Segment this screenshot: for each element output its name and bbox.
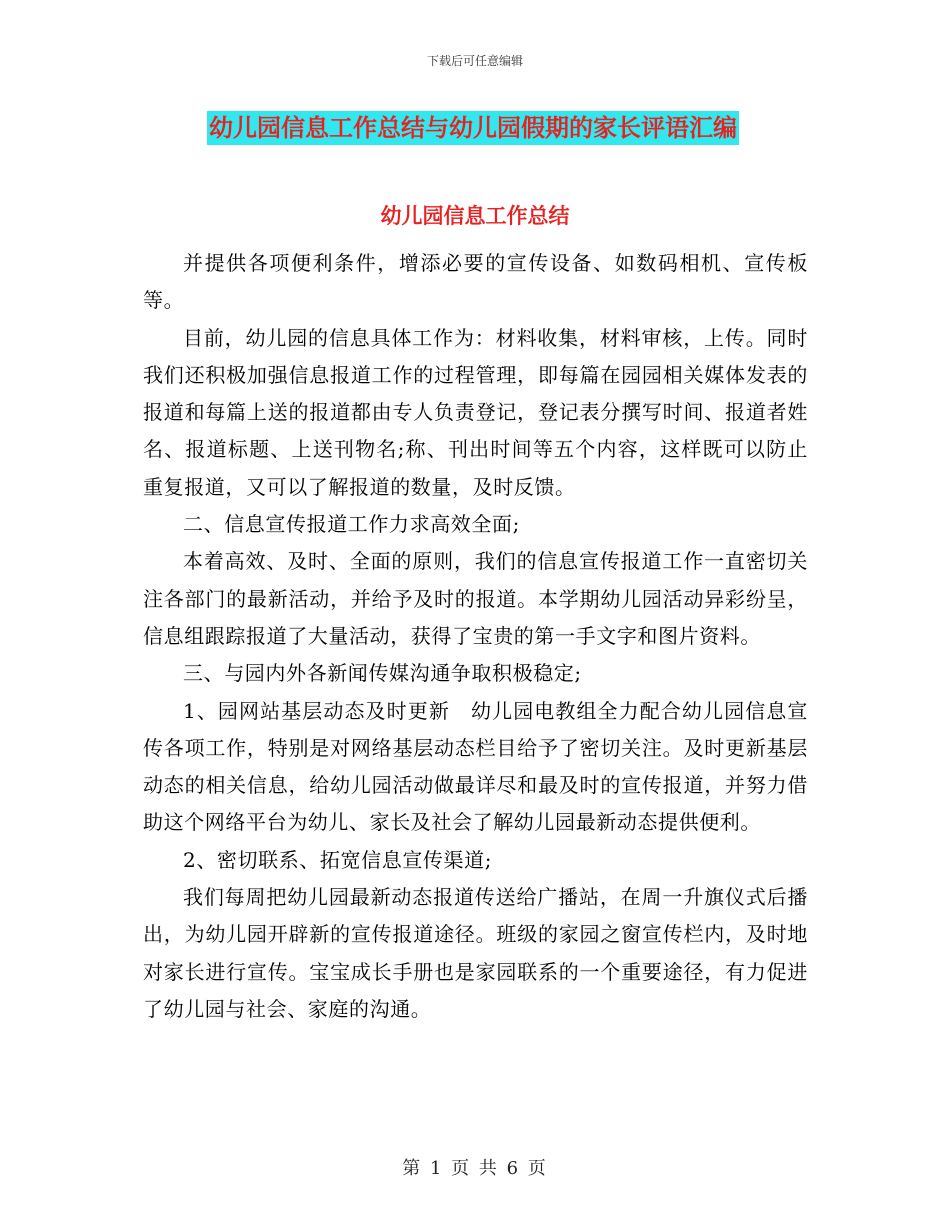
paragraph: 1、园网站基层动态及时更新 幼儿园电教组全力配合幼儿园信息宣传各项工作，特别是对网络基层动态栏目给予了密切关注。及时更新基层动态的相关信息，给幼儿园活动做最详尽和最及时的宣传报道，并努力借助这个网络平台为幼儿、家长及社会了解幼儿园最新动态提供便利。 [143, 698, 808, 835]
paragraph: 二、信息宣传报道工作力求高效全面; [183, 512, 520, 537]
paragraph: 目前，幼儿园的信息具体工作为：材料收集，材料审核，上传。同时我们还积极加强信息报道工作的过程管理，即每篇在园园相关媒体发表的报道和每篇上送的报道都由专人负责登记，登记表分撰写时间、报道者姓名、报道标题、上送刊物名;称、刊出时间等五个内容，这样既可以防止重复报道，又可以了解报道的数量，及时反馈。 [143, 325, 808, 499]
main-title-container [207, 111, 739, 145]
paragraph: 2、密切联系、拓宽信息宣传渠道; [183, 847, 493, 872]
page-number-footer: 第 1 页 共 6 页 [402, 1158, 548, 1179]
section-title: 幼儿园信息工作总结 [380, 204, 570, 228]
paragraph: 我们每周把幼儿园最新动态报道传送给广播站，在周一升旗仪式后播出，为幼儿园开辟新的宣传报道途径。班级的家园之窗宣传栏内，及时地对家长进行宣传。宝宝成长手册也是家园联系的一个重要途径，有力促进了幼儿园与社会、家庭的沟通。 [143, 885, 808, 1021]
paragraph: 三、与园内外各新闻传媒沟通争取积极稳定; [183, 661, 582, 686]
header-note: 下载后可任意编辑 [426, 54, 523, 68]
paragraph: 并提供各项便利条件，增添必要的宣传设备、如数码相机、宣传板等。 [143, 251, 808, 313]
main-title: 幼儿园信息工作总结与幼儿园假期的家长评语汇编 [207, 111, 739, 145]
document-body [143, 245, 808, 1028]
paragraph: 本着高效、及时、全面的原则，我们的信息宣传报道工作一直密切关注各部门的最新活动，并给予及时的报道。本学期幼儿园活动异彩纷呈，信息组跟踪报道了大量活动，获得了宝贵的第一手文字和图片资料。 [143, 549, 808, 648]
